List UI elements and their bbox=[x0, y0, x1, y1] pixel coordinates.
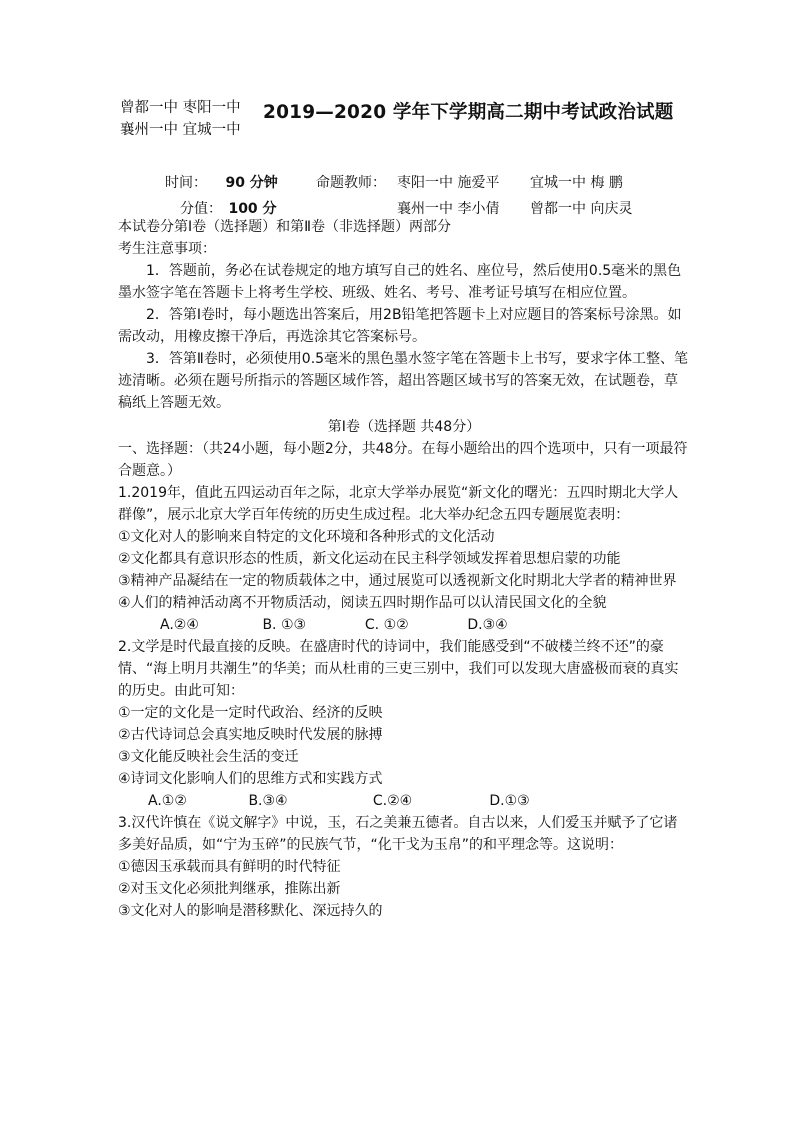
option-d: D.③④ bbox=[467, 617, 508, 633]
option-c: C. ①② bbox=[364, 617, 409, 633]
option-b: B.③④ bbox=[248, 793, 288, 809]
question-item: ②古代诗词总会真实地反映时代发展的脉搏 bbox=[118, 727, 383, 743]
score-value: 100 分 bbox=[228, 201, 277, 217]
exam-body bbox=[118, 216, 690, 922]
question-item: ③文化对人的影响是潜移默化、深远持久的 bbox=[118, 903, 383, 919]
option-b: B. ①③ bbox=[262, 617, 307, 633]
section-heading: 第Ⅰ卷（选择题 共48分） bbox=[327, 419, 481, 435]
question-stem: 2.文学是时代最直接的反映。在盛唐时代的诗词中，我们能感受到“不破楼兰终不还”的豪情、“海上明月共潮生”的华美；而从杜甫的三吏三别中，我们可以发现大唐盛极而衰的真实的历史。由此可知： bbox=[118, 639, 679, 699]
time-value: 90 分钟 bbox=[225, 175, 278, 191]
time-row bbox=[165, 172, 278, 192]
teacher-4: 曾都一中 向庆灵 bbox=[530, 201, 633, 217]
question-item: ④诗词文化影响人们的思维方式和实践方式 bbox=[118, 771, 383, 787]
notice-title: 考生注意事项： bbox=[118, 241, 216, 257]
question-stem: 3.汉代许慎在《说文解字》中说，玉，石之美兼五德者。自古以来，人们爱玉并赋予了它诸多美好品质，如“宁为玉碎”的民族气节，“化干戈为玉帛”的和平理念等。这说明： bbox=[118, 815, 678, 853]
option-a: A.①② bbox=[148, 793, 187, 809]
option-d: D.①③ bbox=[489, 793, 530, 809]
teacher-3: 襄州一中 李小倩 bbox=[397, 201, 500, 217]
answer-options bbox=[118, 790, 690, 812]
option-a: A.②④ bbox=[160, 617, 199, 633]
option-c: C.②④ bbox=[372, 793, 413, 809]
notice-item: 3．答第Ⅱ卷时，必须使用0.5毫米的黑色墨水签字笔在答题卡上书写，要求字体工整、笔迹清晰。必须在题号所指示的答题区域作答，超出答题区域书写的答案无效，在试题卷，草稿纸上答题无效。 bbox=[118, 351, 689, 411]
teacher-1: 枣阳一中 施爱平 bbox=[397, 175, 500, 191]
question-item: ①德因玉承载而具有鲜明的时代特征 bbox=[118, 859, 341, 875]
question-item: ③精神产品凝结在一定的物质载体之中，通过展览可以透视新文化时期北大学者的精神世界 bbox=[118, 573, 677, 589]
question-item: ③文化能反映社会生活的变迁 bbox=[118, 749, 299, 765]
schools-line-2: 襄州一中 宜城一中 bbox=[120, 122, 241, 138]
question-item: ①一定的文化是一定时代政治、经济的反映 bbox=[118, 705, 383, 721]
time-label: 时间： bbox=[165, 175, 207, 191]
question-item: ②对玉文化必须批判继承，推陈出新 bbox=[118, 881, 341, 897]
schools-line-1: 曾都一中 枣阳一中 bbox=[120, 100, 241, 116]
teachers-label: 命题教师： bbox=[316, 175, 386, 191]
question-stem: 1.2019年，值此五四运动百年之际，北京大学举办展览“新文化的曙光：五四时期北大学人群像”，展示北京大学百年传统的历史生成过程。北大举办纪念五四专题展览表明： bbox=[118, 485, 679, 523]
question-item: ①文化对人的影响来自特定的文化环境和各种形式的文化活动 bbox=[118, 529, 495, 545]
question-item: ②文化都具有意识形态的性质，新文化运动在民主科学领域发挥着思想启蒙的功能 bbox=[118, 551, 621, 567]
score-row bbox=[180, 198, 277, 218]
score-label: 分值： bbox=[180, 201, 222, 217]
notice-item: 2．答第Ⅰ卷时，每小题选出答案后，用2B铅笔把答题卡上对应题目的答案标号涂黑。如需改动，用橡皮擦干净后，再选涂其它答案标号。 bbox=[118, 307, 682, 345]
question-item: ④人们的精神活动离不开物质活动，阅读五四时期作品可以认清民国文化的全貌 bbox=[118, 595, 607, 611]
notice-item: 1．答题前，务必在试卷规定的地方填写自己的姓名、座位号，然后使用0.5毫米的黑色墨水签字笔在答题卡上将考生学校、班级、姓名、考号、准考证号填写在相应位置。 bbox=[118, 263, 682, 301]
answer-options bbox=[118, 614, 690, 636]
paper-structure: 本试卷分第Ⅰ卷（选择题）和第Ⅱ卷（非选择题）两部分 bbox=[118, 219, 452, 235]
teacher-2: 宜城一中 梅 鹏 bbox=[530, 175, 623, 191]
section-instruction: 一、选择题：（共24小题，每小题2分，共48分。在每小题给出的四个选项中，只有一项最符合题意。） bbox=[118, 441, 688, 479]
exam-title: 2019—2020 学年下学期高二期中考试政治试题 bbox=[263, 102, 674, 123]
